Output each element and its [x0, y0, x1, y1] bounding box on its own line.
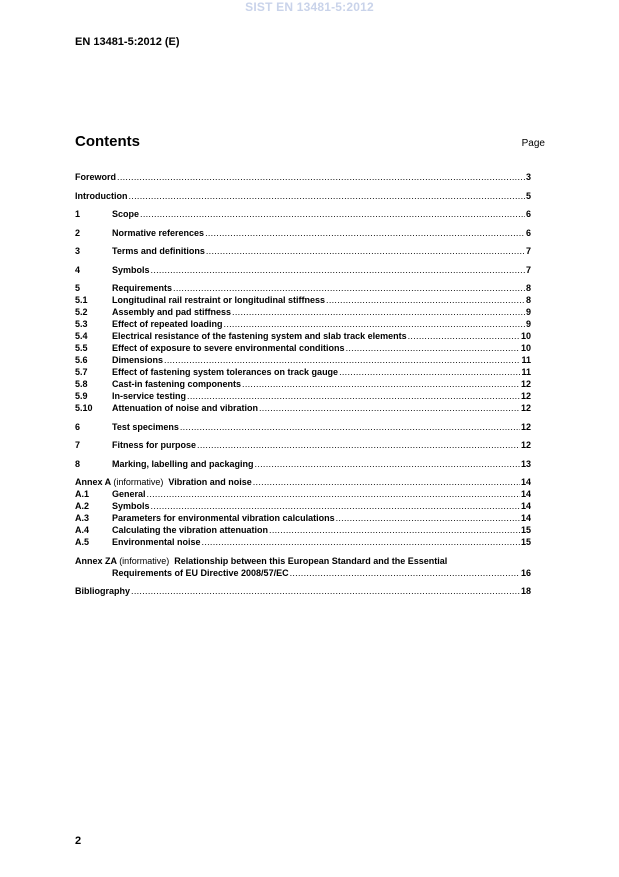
toc-entry-5-6[interactable]	[75, 354, 531, 366]
toc-entry-title: In-service testing	[112, 391, 187, 401]
dot-leader	[197, 439, 520, 451]
toc-entry-5-8[interactable]	[75, 378, 531, 390]
toc-entry-5[interactable]	[75, 282, 531, 294]
toc-entry-bibliography[interactable]	[75, 585, 531, 597]
toc-entry-title: Electrical resistance of the fastening system and slab track elements	[112, 331, 407, 341]
dot-leader	[290, 567, 520, 579]
toc-entry-annex-za-line1[interactable]	[75, 555, 531, 567]
toc-entry-5-7[interactable]	[75, 366, 531, 378]
toc-entry-number: 4	[75, 264, 81, 275]
toc-entry-number: 5.4	[75, 331, 88, 341]
toc-entry-number: 5.7	[75, 367, 88, 377]
toc-entry-title: Terms and definitions	[112, 246, 205, 256]
toc-entry-title: Effect of exposure to severe environmental conditions	[112, 343, 345, 353]
toc-entry-title: Fitness for purpose	[112, 440, 197, 450]
dot-leader	[187, 390, 520, 402]
dot-leader	[205, 227, 525, 239]
toc-entry-title: Symbols	[112, 501, 150, 511]
dot-leader	[180, 421, 520, 433]
annex-title: Vibration and noise	[168, 477, 252, 487]
toc-entry-page: 12	[520, 391, 531, 401]
dot-leader	[259, 402, 520, 414]
toc-entry-page: 14	[520, 489, 531, 499]
dot-leader	[202, 536, 520, 548]
toc-entry-title: Cast-in fastening components	[112, 379, 242, 389]
toc-entry-page: 14	[520, 477, 531, 487]
toc-entry-6[interactable]	[75, 421, 531, 433]
toc-entry-a-2[interactable]	[75, 500, 531, 512]
toc-entry-page: 11	[521, 355, 531, 365]
toc-entry-annex-za-line2[interactable]	[75, 567, 531, 579]
toc-entry-number: 5	[75, 283, 81, 293]
toc-entry-number: 5.9	[75, 391, 88, 401]
toc-entry-number: 2	[75, 227, 81, 238]
toc-entry-page: 5	[525, 190, 531, 201]
annex-title: Relationship between this European Standard and the Essential	[174, 555, 448, 566]
annex-label: Annex ZA	[75, 555, 117, 566]
page-number: 2	[75, 835, 82, 847]
toc-entry-number: 5.5	[75, 343, 88, 353]
toc-entry-page: 6	[525, 209, 531, 219]
toc-entry-number: A.3	[75, 513, 90, 523]
dot-leader	[131, 585, 520, 597]
dot-leader	[224, 318, 525, 330]
toc-entry-number: 6	[75, 421, 81, 432]
toc-entry-title: Foreword	[75, 172, 117, 182]
toc-entry-page: 8	[525, 295, 531, 305]
toc-entry-number: 5.6	[75, 355, 88, 365]
toc-entry-page: 6	[525, 227, 531, 238]
toc-entry-page: 13	[520, 458, 531, 469]
toc-entry-number: A.2	[75, 501, 90, 511]
document-id-header: EN 13481-5:2012 (E)	[75, 36, 180, 48]
dot-leader	[129, 190, 525, 202]
toc-entry-8[interactable]	[75, 458, 531, 470]
toc-entry-title: Test specimens	[112, 421, 179, 432]
toc-entry-title: Environmental noise	[112, 537, 201, 547]
toc-entry-annex-a[interactable]	[75, 476, 531, 488]
toc-entry-page: 8	[525, 283, 531, 293]
toc-entry-title: Longitudinal rail restraint or longitudinal stiffness	[112, 295, 326, 305]
toc-entry-number: 5.8	[75, 379, 88, 389]
toc-entry-5-5[interactable]	[75, 342, 531, 354]
dot-leader	[336, 512, 520, 524]
toc-entry-introduction[interactable]	[75, 190, 531, 202]
watermark: SIST EN 13481-5:2012	[245, 0, 374, 14]
toc-entry-page: 10	[520, 331, 531, 341]
toc-entry-page: 12	[520, 379, 531, 389]
dot-leader	[255, 458, 520, 470]
toc-entry-3[interactable]	[75, 245, 531, 257]
toc-entry-a-5[interactable]	[75, 536, 531, 548]
toc-entry-title: Dimensions	[112, 355, 164, 365]
dot-leader	[408, 330, 520, 342]
toc-entry-number: 3	[75, 246, 81, 256]
toc-entry-number: 1	[75, 209, 81, 219]
toc-entry-title: Assembly and pad stiffness	[112, 307, 232, 317]
toc-entry-number: A.4	[75, 525, 90, 535]
toc-entry-number: A.1	[75, 489, 90, 499]
toc-entry-title: Requirements	[112, 283, 173, 293]
toc-entry-title: Scope	[112, 209, 140, 219]
toc-entry-page: 10	[520, 343, 531, 353]
toc-entry-page: 12	[520, 440, 531, 450]
dot-leader	[151, 264, 525, 276]
toc-entry-5-4[interactable]	[75, 330, 531, 342]
toc-entry-5-1[interactable]	[75, 294, 531, 306]
dot-leader	[147, 488, 520, 500]
dot-leader	[232, 306, 525, 318]
toc-entry-5-9[interactable]	[75, 390, 531, 402]
toc-entry-page: 16	[520, 567, 531, 578]
toc-entry-page: 14	[520, 513, 531, 523]
toc-entry-title: General	[112, 489, 146, 499]
toc-entry-a-1[interactable]	[75, 488, 531, 500]
toc-entry-title: Symbols	[112, 264, 150, 275]
toc-entry-page: 9	[525, 307, 531, 317]
toc-entry-number: 5.2	[75, 307, 88, 317]
dot-leader	[164, 354, 520, 366]
dot-leader	[117, 171, 525, 183]
toc-entry-5-10[interactable]	[75, 402, 531, 414]
dot-leader	[206, 245, 525, 257]
annex-label: Annex A	[75, 477, 111, 487]
toc-entry-number: 8	[75, 458, 81, 469]
toc-entry-page: 9	[525, 319, 531, 329]
toc-entry-title: Calculating the vibration attenuation	[112, 525, 269, 535]
toc-entry-page: 14	[520, 501, 531, 511]
dot-leader	[269, 524, 520, 536]
toc-entry-4[interactable]	[75, 264, 531, 276]
page-column-label: Page	[521, 138, 545, 149]
toc-entry-title: Effect of repeated loading	[112, 319, 223, 329]
dot-leader	[242, 378, 520, 390]
toc-entry-number: A.5	[75, 537, 90, 547]
toc-entry-title: Introduction	[75, 190, 128, 201]
dot-leader	[151, 500, 520, 512]
toc-entry-page: 12	[520, 421, 531, 432]
toc-entry-5-2[interactable]	[75, 306, 531, 318]
toc-entry-title: Effect of fastening system tolerances on track gauge	[112, 367, 339, 377]
dot-leader	[253, 476, 520, 488]
annex-kind: (informative)	[113, 477, 164, 487]
toc-entry-page: 7	[525, 264, 531, 275]
toc-entry-title: Attenuation of noise and vibration	[112, 403, 258, 413]
dot-leader	[339, 366, 520, 378]
dot-leader	[346, 342, 520, 354]
toc-entry-2[interactable]	[75, 227, 531, 239]
toc-entry-page: 18	[520, 586, 531, 596]
toc-entry-a-3[interactable]	[75, 512, 531, 524]
toc-entry-title: Marking, labelling and packaging	[112, 458, 254, 469]
contents-heading: Contents	[75, 133, 140, 150]
toc-entry-7[interactable]	[75, 439, 531, 451]
toc-entry-title: Bibliography	[75, 586, 131, 596]
dot-leader	[140, 208, 525, 220]
toc-entry-a-4[interactable]	[75, 524, 531, 536]
toc-entry-title: Parameters for environmental vibration calculations	[112, 513, 335, 523]
annex-kind: (informative)	[119, 555, 170, 566]
table-of-contents	[75, 171, 531, 597]
toc-entry-title	[75, 476, 252, 488]
toc-entry-title: Normative references	[112, 227, 205, 238]
toc-entry-number: 5.10	[75, 403, 93, 413]
toc-entry-number: 5.1	[75, 295, 88, 305]
dot-leader	[173, 282, 525, 294]
toc-entry-page: 3	[525, 172, 531, 182]
toc-entry-page: 7	[525, 246, 531, 256]
toc-entry-page: 11	[521, 367, 531, 377]
toc-entry-number: 7	[75, 440, 81, 450]
toc-entry-page: 15	[520, 525, 531, 535]
toc-entry-1[interactable]	[75, 208, 531, 220]
toc-entry-page: 15	[520, 537, 531, 547]
dot-leader	[326, 294, 525, 306]
annex-title-continued: Requirements of EU Directive 2008/57/EC	[112, 567, 289, 578]
toc-entry-foreword[interactable]	[75, 171, 531, 183]
toc-entry-number: 5.3	[75, 319, 88, 329]
toc-entry-page: 12	[520, 403, 531, 413]
toc-entry-5-3[interactable]	[75, 318, 531, 330]
